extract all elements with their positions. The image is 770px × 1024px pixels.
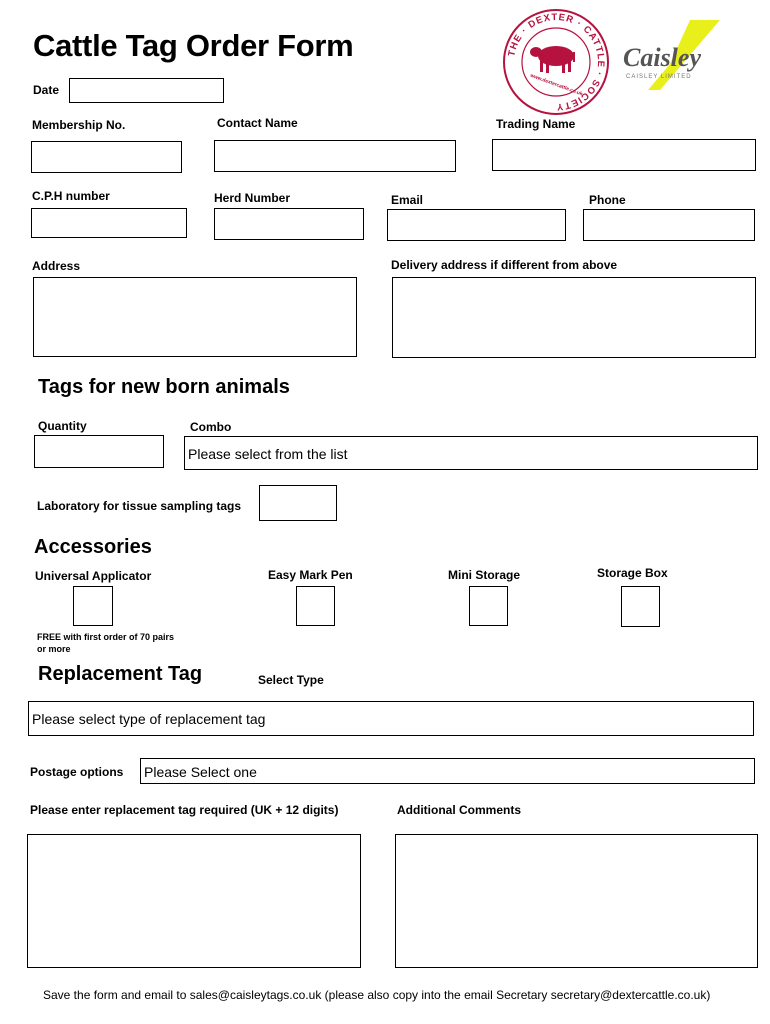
postage-options-select[interactable]: Please Select one [140,758,755,784]
replacement-tag-required-label: Please enter replacement tag required (UK + 12 digits) [30,803,339,817]
universal-applicator-qty[interactable] [73,586,113,626]
address-label: Address [32,259,81,273]
phone-label: Phone [589,193,626,207]
date-input[interactable] [69,78,224,103]
new-born-heading: Tags for new born animals [38,376,290,398]
date-label: Date [33,83,60,97]
trading-name-label: Trading Name [496,117,576,131]
replacement-heading: Replacement Tag [38,663,203,685]
caisley-subtitle: CAISLEY LIMITED [626,74,692,80]
additional-comments-textarea[interactable] [395,834,758,968]
universal-applicator-label: Universal Applicator [35,569,152,583]
additional-comments-label: Additional Comments [397,803,522,817]
free-offer-note: FREE with first order of 70 pairs or more [37,632,175,654]
society-ring-text: THE · DEXTER · CATTLE · SOCIETY [506,11,607,113]
combo-select[interactable]: Please select from the list [184,436,758,470]
quantity-label: Quantity [38,419,87,433]
email-input[interactable] [387,209,566,241]
membership-label: Membership No. [32,118,126,132]
cph-label: C.P.H number [32,189,110,203]
mini-storage-qty[interactable] [469,586,508,626]
postage-options-label: Postage options [30,765,124,779]
caisley-wordmark: Caisley [623,43,701,72]
caisley-logo [620,18,732,92]
herd-number-label: Herd Number [214,191,291,205]
cow-icon [530,46,575,73]
combo-label: Combo [190,420,232,434]
delivery-address-label: Delivery address if different from above [391,258,618,272]
phone-input[interactable] [583,209,755,241]
storage-box-qty[interactable] [621,586,660,627]
trading-name-input[interactable] [492,139,756,171]
email-label: Email [391,193,424,207]
form-title: Cattle Tag Order Form [33,28,354,63]
select-type-label: Select Type [258,673,324,687]
storage-box-label: Storage Box [597,566,668,580]
lab-sampling-input[interactable] [259,485,337,521]
herd-number-input[interactable] [214,208,364,240]
replacement-type-select[interactable]: Please select type of replacement tag [28,701,754,736]
lab-sampling-label: Laboratory for tissue sampling tags [37,499,242,513]
membership-input[interactable] [31,141,182,173]
contact-name-input[interactable] [214,140,456,172]
cph-input[interactable] [31,208,187,238]
easy-mark-pen-qty[interactable] [296,586,335,626]
accessories-heading: Accessories [34,536,152,558]
footer-instructions: Save the form and email to sales@caisleytags.co.uk (please also copy into the email Secretary secretary@dextercattle.co.uk) [43,988,711,1002]
easy-mark-pen-label: Easy Mark Pen [268,568,353,582]
mini-storage-label: Mini Storage [448,568,521,582]
contact-name-label: Contact Name [217,116,298,130]
society-url-text: www.dextercattle.co.uk [529,72,584,98]
delivery-address-textarea[interactable] [392,277,756,358]
replacement-tag-textarea[interactable] [27,834,361,968]
address-textarea[interactable] [33,277,357,357]
quantity-input[interactable] [34,435,164,468]
dexter-society-logo [500,6,612,118]
